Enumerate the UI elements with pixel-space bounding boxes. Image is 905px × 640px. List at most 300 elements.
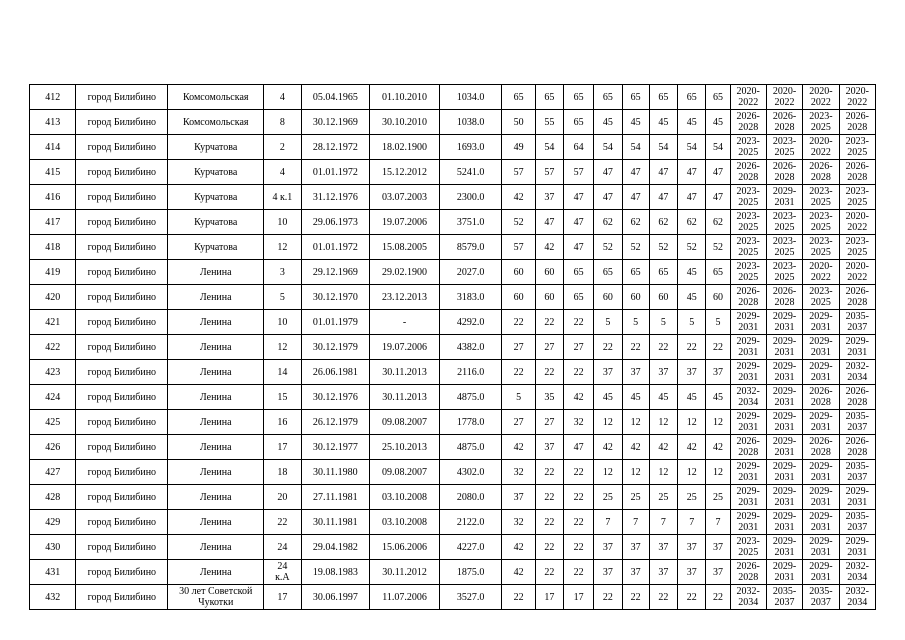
wear-cell: 7 — [594, 510, 622, 535]
area-cell: 4292.0 — [439, 310, 502, 335]
street-cell: Ленина — [168, 335, 264, 360]
area-cell: 1778.0 — [439, 410, 502, 435]
wear-cell: 32 — [564, 410, 594, 435]
house-cell: 20 — [264, 485, 301, 510]
wear-cell: 54 — [706, 135, 730, 160]
wear-cell: 47 — [706, 160, 730, 185]
area-cell: 2116.0 — [439, 360, 502, 385]
table-row — [30, 460, 876, 485]
row-number: 425 — [30, 410, 76, 435]
period-cell: 2026- 2028 — [803, 435, 839, 460]
period-cell: 2020- 2022 — [766, 85, 802, 110]
house-cell: 14 — [264, 360, 301, 385]
wear-cell: 45 — [678, 260, 706, 285]
survey-date-cell: 03.10.2008 — [370, 485, 440, 510]
period-cell: 2029- 2031 — [766, 435, 802, 460]
period-cell: 2023- 2025 — [730, 210, 766, 235]
period-cell: 2026- 2028 — [766, 110, 802, 135]
street-cell: 30 лет Советской Чукотки — [168, 585, 264, 610]
table-row — [30, 210, 876, 235]
wear-cell: 45 — [622, 385, 649, 410]
period-cell: 2029- 2031 — [766, 360, 802, 385]
period-cell: 2026- 2028 — [730, 110, 766, 135]
buildings-table — [29, 84, 876, 610]
wear-cell: 25 — [706, 485, 730, 510]
survey-date-cell: 19.07.2006 — [370, 210, 440, 235]
row-number: 420 — [30, 285, 76, 310]
wear-cell: 12 — [594, 460, 622, 485]
period-cell: 2029- 2031 — [803, 510, 839, 535]
period-cell: 2026- 2028 — [839, 285, 875, 310]
wear-cell: 65 — [649, 260, 677, 285]
wear-cell: 22 — [535, 360, 563, 385]
period-cell: 2020- 2022 — [839, 85, 875, 110]
wear-cell: 27 — [564, 335, 594, 360]
wear-cell: 45 — [622, 110, 649, 135]
city-cell: город Билибино — [76, 335, 168, 360]
wear-cell: 22 — [535, 310, 563, 335]
wear-cell: 7 — [678, 510, 706, 535]
period-cell: 2023- 2025 — [839, 135, 875, 160]
wear-cell: 32 — [502, 460, 535, 485]
period-cell: 2032- 2034 — [730, 385, 766, 410]
wear-cell: 47 — [564, 235, 594, 260]
period-cell: 2023- 2025 — [839, 235, 875, 260]
wear-cell: 37 — [706, 560, 730, 585]
wear-cell: 37 — [594, 535, 622, 560]
survey-date-cell: 19.07.2006 — [370, 335, 440, 360]
build-date-cell: 28.12.1972 — [301, 135, 370, 160]
wear-cell: 12 — [706, 460, 730, 485]
build-date-cell: 30.12.1969 — [301, 110, 370, 135]
wear-cell: 22 — [564, 310, 594, 335]
city-cell: город Билибино — [76, 485, 168, 510]
row-number: 432 — [30, 585, 76, 610]
area-cell: 2080.0 — [439, 485, 502, 510]
wear-cell: 52 — [594, 235, 622, 260]
wear-cell: 5 — [594, 310, 622, 335]
period-cell: 2029- 2031 — [766, 510, 802, 535]
wear-cell: 65 — [502, 85, 535, 110]
wear-cell: 42 — [594, 435, 622, 460]
wear-cell: 47 — [678, 160, 706, 185]
wear-cell: 22 — [535, 460, 563, 485]
wear-cell: 37 — [678, 535, 706, 560]
row-number: 430 — [30, 535, 76, 560]
build-date-cell: 31.12.1976 — [301, 185, 370, 210]
period-cell: 2032- 2034 — [839, 560, 875, 585]
period-cell: 2023- 2025 — [730, 135, 766, 160]
period-cell: 2023- 2025 — [730, 535, 766, 560]
wear-cell: 45 — [678, 285, 706, 310]
wear-cell: 42 — [678, 435, 706, 460]
wear-cell: 55 — [535, 110, 563, 135]
build-date-cell: 29.12.1969 — [301, 260, 370, 285]
period-cell: 2029- 2031 — [766, 185, 802, 210]
build-date-cell: 01.01.1972 — [301, 160, 370, 185]
wear-cell: 47 — [706, 185, 730, 210]
wear-cell: 47 — [594, 160, 622, 185]
wear-cell: 52 — [622, 235, 649, 260]
house-cell: 8 — [264, 110, 301, 135]
table-row — [30, 435, 876, 460]
house-cell: 17 — [264, 585, 301, 610]
wear-cell: 50 — [502, 110, 535, 135]
period-cell: 2029- 2031 — [766, 560, 802, 585]
wear-cell: 42 — [622, 435, 649, 460]
row-number: 412 — [30, 85, 76, 110]
survey-date-cell: 03.07.2003 — [370, 185, 440, 210]
wear-cell: 47 — [622, 160, 649, 185]
table-row — [30, 235, 876, 260]
build-date-cell: 26.06.1981 — [301, 360, 370, 385]
row-number: 431 — [30, 560, 76, 585]
wear-cell: 42 — [706, 435, 730, 460]
table-row — [30, 285, 876, 310]
wear-cell: 27 — [502, 410, 535, 435]
period-cell: 2029- 2031 — [803, 560, 839, 585]
period-cell: 2035- 2037 — [766, 585, 802, 610]
table-row — [30, 110, 876, 135]
period-cell: 2026- 2028 — [730, 160, 766, 185]
period-cell: 2023- 2025 — [839, 185, 875, 210]
build-date-cell: 30.12.1976 — [301, 385, 370, 410]
wear-cell: 60 — [535, 285, 563, 310]
period-cell: 2023- 2025 — [766, 260, 802, 285]
wear-cell: 54 — [649, 135, 677, 160]
area-cell: 4302.0 — [439, 460, 502, 485]
row-number: 417 — [30, 210, 76, 235]
period-cell: 2029- 2031 — [766, 310, 802, 335]
wear-cell: 62 — [678, 210, 706, 235]
area-cell: 4875.0 — [439, 385, 502, 410]
period-cell: 2026- 2028 — [766, 285, 802, 310]
wear-cell: 12 — [706, 410, 730, 435]
period-cell: 2026- 2028 — [730, 435, 766, 460]
street-cell: Ленина — [168, 310, 264, 335]
wear-cell: 22 — [678, 335, 706, 360]
wear-cell: 22 — [564, 485, 594, 510]
area-cell: 1034.0 — [439, 85, 502, 110]
wear-cell: 47 — [622, 185, 649, 210]
wear-cell: 37 — [649, 360, 677, 385]
wear-cell: 60 — [706, 285, 730, 310]
period-cell: 2029- 2031 — [730, 510, 766, 535]
period-cell: 2029- 2031 — [730, 335, 766, 360]
wear-cell: 22 — [502, 360, 535, 385]
period-cell: 2023- 2025 — [766, 135, 802, 160]
wear-cell: 22 — [564, 510, 594, 535]
city-cell: город Билибино — [76, 185, 168, 210]
wear-cell: 45 — [706, 385, 730, 410]
wear-cell: 47 — [649, 185, 677, 210]
wear-cell: 22 — [678, 585, 706, 610]
row-number: 424 — [30, 385, 76, 410]
period-cell: 2032- 2034 — [839, 360, 875, 385]
build-date-cell: 30.12.1970 — [301, 285, 370, 310]
wear-cell: 60 — [535, 260, 563, 285]
house-cell: 24 — [264, 535, 301, 560]
street-cell: Ленина — [168, 385, 264, 410]
wear-cell: 54 — [535, 135, 563, 160]
wear-cell: 62 — [594, 210, 622, 235]
house-cell: 22 — [264, 510, 301, 535]
period-cell: 2029- 2031 — [803, 485, 839, 510]
wear-cell: 5 — [502, 385, 535, 410]
period-cell: 2023- 2025 — [803, 285, 839, 310]
wear-cell: 65 — [706, 85, 730, 110]
wear-cell: 45 — [649, 110, 677, 135]
build-date-cell: 30.12.1979 — [301, 335, 370, 360]
wear-cell: 57 — [502, 160, 535, 185]
period-cell: 2029- 2031 — [803, 410, 839, 435]
wear-cell: 60 — [502, 285, 535, 310]
table-row — [30, 410, 876, 435]
area-cell: 2122.0 — [439, 510, 502, 535]
street-cell: Ленина — [168, 435, 264, 460]
area-cell: 4875.0 — [439, 435, 502, 460]
table-row — [30, 585, 876, 610]
build-date-cell: 01.01.1972 — [301, 235, 370, 260]
street-cell: Курчатова — [168, 235, 264, 260]
period-cell: 2035- 2037 — [839, 310, 875, 335]
wear-cell: 65 — [706, 260, 730, 285]
wear-cell: 22 — [502, 310, 535, 335]
wear-cell: 22 — [535, 535, 563, 560]
area-cell: 5241.0 — [439, 160, 502, 185]
period-cell: 2029- 2031 — [839, 335, 875, 360]
wear-cell: 12 — [678, 460, 706, 485]
street-cell: Курчатова — [168, 210, 264, 235]
wear-cell: 57 — [564, 160, 594, 185]
wear-cell: 45 — [706, 110, 730, 135]
wear-cell: 60 — [649, 285, 677, 310]
period-cell: 2032- 2034 — [839, 585, 875, 610]
wear-cell: 35 — [535, 385, 563, 410]
period-cell: 2032- 2034 — [730, 585, 766, 610]
city-cell: город Билибино — [76, 260, 168, 285]
area-cell: 2300.0 — [439, 185, 502, 210]
wear-cell: 45 — [678, 110, 706, 135]
wear-cell: 22 — [706, 335, 730, 360]
wear-cell: 25 — [678, 485, 706, 510]
row-number: 428 — [30, 485, 76, 510]
wear-cell: 37 — [649, 535, 677, 560]
area-cell: 4382.0 — [439, 335, 502, 360]
period-cell: 2023- 2025 — [803, 210, 839, 235]
row-number: 416 — [30, 185, 76, 210]
city-cell: город Билибино — [76, 285, 168, 310]
wear-cell: 12 — [622, 460, 649, 485]
wear-cell: 65 — [622, 260, 649, 285]
survey-date-cell: 25.10.2013 — [370, 435, 440, 460]
wear-cell: 37 — [706, 360, 730, 385]
table-row — [30, 260, 876, 285]
wear-cell: 52 — [649, 235, 677, 260]
period-cell: 2029- 2031 — [766, 335, 802, 360]
wear-cell: 25 — [594, 485, 622, 510]
street-cell: Курчатова — [168, 135, 264, 160]
wear-cell: 65 — [649, 85, 677, 110]
row-number: 414 — [30, 135, 76, 160]
wear-cell: 42 — [649, 435, 677, 460]
wear-cell: 60 — [502, 260, 535, 285]
survey-date-cell: 23.12.2013 — [370, 285, 440, 310]
survey-date-cell: 11.07.2006 — [370, 585, 440, 610]
wear-cell: 22 — [564, 360, 594, 385]
row-number: 419 — [30, 260, 76, 285]
wear-cell: 22 — [535, 485, 563, 510]
house-cell: 4 — [264, 85, 301, 110]
wear-cell: 17 — [564, 585, 594, 610]
period-cell: 2023- 2025 — [766, 235, 802, 260]
wear-cell: 49 — [502, 135, 535, 160]
city-cell: город Билибино — [76, 410, 168, 435]
street-cell: Ленина — [168, 360, 264, 385]
table-row — [30, 135, 876, 160]
survey-date-cell: 01.10.2010 — [370, 85, 440, 110]
house-cell: 16 — [264, 410, 301, 435]
wear-cell: 42 — [502, 560, 535, 585]
wear-cell: 27 — [535, 410, 563, 435]
wear-cell: 37 — [706, 535, 730, 560]
wear-cell: 5 — [622, 310, 649, 335]
survey-date-cell: 15.06.2006 — [370, 535, 440, 560]
row-number: 423 — [30, 360, 76, 385]
wear-cell: 52 — [678, 235, 706, 260]
street-cell: Курчатова — [168, 160, 264, 185]
period-cell: 2020- 2022 — [839, 210, 875, 235]
house-cell: 10 — [264, 310, 301, 335]
survey-date-cell: 30.11.2013 — [370, 385, 440, 410]
wear-cell: 65 — [594, 85, 622, 110]
wear-cell: 37 — [502, 485, 535, 510]
city-cell: город Билибино — [76, 535, 168, 560]
area-cell: 1693.0 — [439, 135, 502, 160]
survey-date-cell: 30.10.2010 — [370, 110, 440, 135]
wear-cell: 37 — [622, 560, 649, 585]
wear-cell: 12 — [594, 410, 622, 435]
table-row — [30, 335, 876, 360]
period-cell: 2029- 2031 — [730, 485, 766, 510]
wear-cell: 12 — [678, 410, 706, 435]
wear-cell: 47 — [649, 160, 677, 185]
wear-cell: 57 — [535, 160, 563, 185]
area-cell: 3183.0 — [439, 285, 502, 310]
table-row — [30, 560, 876, 585]
period-cell: 2026- 2028 — [839, 110, 875, 135]
build-date-cell: 19.08.1983 — [301, 560, 370, 585]
period-cell: 2029- 2031 — [730, 460, 766, 485]
period-cell: 2026- 2028 — [839, 435, 875, 460]
wear-cell: 42 — [535, 235, 563, 260]
period-cell: 2029- 2031 — [766, 385, 802, 410]
house-cell: 24 к.А — [264, 560, 301, 585]
row-number: 421 — [30, 310, 76, 335]
area-cell: 8579.0 — [439, 235, 502, 260]
period-cell: 2026- 2028 — [730, 560, 766, 585]
wear-cell: 22 — [564, 460, 594, 485]
wear-cell: 65 — [678, 85, 706, 110]
table-row — [30, 485, 876, 510]
period-cell: 2035- 2037 — [839, 460, 875, 485]
wear-cell: 54 — [678, 135, 706, 160]
period-cell: 2020- 2022 — [839, 260, 875, 285]
period-cell: 2029- 2031 — [839, 535, 875, 560]
city-cell: город Билибино — [76, 85, 168, 110]
wear-cell: 45 — [594, 385, 622, 410]
wear-cell: 12 — [622, 410, 649, 435]
period-cell: 2023- 2025 — [730, 260, 766, 285]
period-cell: 2026- 2028 — [803, 160, 839, 185]
period-cell: 2023- 2025 — [730, 235, 766, 260]
street-cell: Ленина — [168, 510, 264, 535]
wear-cell: 22 — [502, 585, 535, 610]
table-row — [30, 160, 876, 185]
wear-cell: 62 — [622, 210, 649, 235]
wear-cell: 22 — [622, 335, 649, 360]
survey-date-cell: 03.10.2008 — [370, 510, 440, 535]
table-row — [30, 85, 876, 110]
city-cell: город Билибино — [76, 560, 168, 585]
survey-date-cell: 15.08.2005 — [370, 235, 440, 260]
survey-date-cell: 29.02.1900 — [370, 260, 440, 285]
house-cell: 4 — [264, 160, 301, 185]
wear-cell: 7 — [649, 510, 677, 535]
wear-cell: 62 — [649, 210, 677, 235]
house-cell: 10 — [264, 210, 301, 235]
city-cell: город Билибино — [76, 510, 168, 535]
wear-cell: 65 — [535, 85, 563, 110]
period-cell: 2035- 2037 — [839, 410, 875, 435]
wear-cell: 25 — [622, 485, 649, 510]
wear-cell: 37 — [622, 535, 649, 560]
house-cell: 12 — [264, 235, 301, 260]
wear-cell: 22 — [649, 585, 677, 610]
period-cell: 2026- 2028 — [766, 160, 802, 185]
wear-cell: 37 — [678, 560, 706, 585]
table-row — [30, 310, 876, 335]
street-cell: Комсомольская — [168, 85, 264, 110]
period-cell: 2029- 2031 — [803, 535, 839, 560]
table-row — [30, 360, 876, 385]
period-cell: 2029- 2031 — [730, 360, 766, 385]
street-cell: Ленина — [168, 410, 264, 435]
wear-cell: 65 — [564, 110, 594, 135]
wear-cell: 22 — [535, 560, 563, 585]
area-cell: 2027.0 — [439, 260, 502, 285]
survey-date-cell: 30.11.2012 — [370, 560, 440, 585]
street-cell: Комсомольская — [168, 110, 264, 135]
period-cell: 2029- 2031 — [803, 360, 839, 385]
wear-cell: 37 — [594, 360, 622, 385]
period-cell: 2035- 2037 — [839, 510, 875, 535]
wear-cell: 7 — [706, 510, 730, 535]
area-cell: 3527.0 — [439, 585, 502, 610]
period-cell: 2029- 2031 — [803, 335, 839, 360]
build-date-cell: 30.12.1977 — [301, 435, 370, 460]
wear-cell: 22 — [622, 585, 649, 610]
period-cell: 2020- 2022 — [803, 260, 839, 285]
row-number: 413 — [30, 110, 76, 135]
survey-date-cell: - — [370, 310, 440, 335]
street-cell: Ленина — [168, 560, 264, 585]
period-cell: 2029- 2031 — [766, 485, 802, 510]
period-cell: 2020- 2022 — [730, 85, 766, 110]
wear-cell: 64 — [564, 135, 594, 160]
city-cell: город Билибино — [76, 135, 168, 160]
table-row — [30, 185, 876, 210]
